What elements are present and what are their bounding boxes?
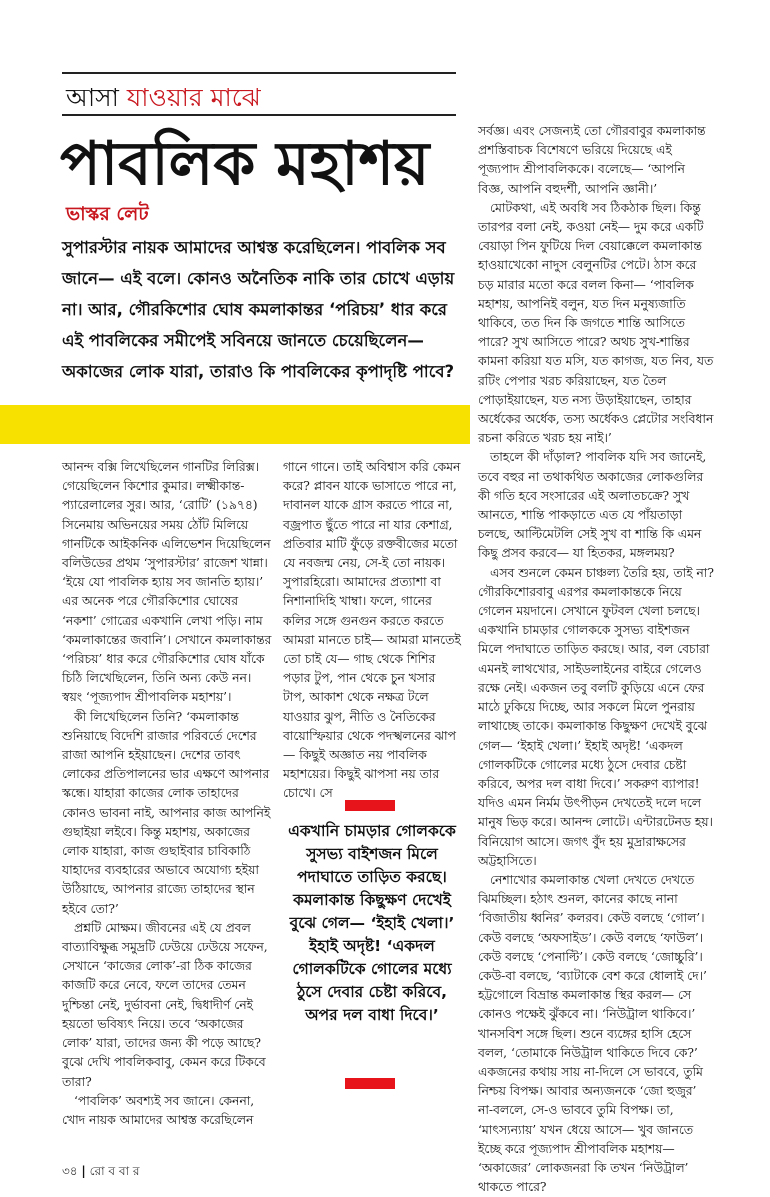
- col2-paragraph-1: গানে গানে। তাই অবিশ্বাস করি কেমন করে? প্লাবন যাকে ভাসাতে পারে না, দাবানল যাকে গ্রাস করতে পারে না, বজ্রপাত ছুঁতে পারে না যার কেশাগ্র, প্রতিবার মাটি ফুঁড়ে রক্তবীজের মতো যে নবজন্ম নেয়, সে-ই তো নায়ক। সুপারহিরো। আমাদের প্রত্যাশা বা নিশানাদিহি খাম্বা। ফলে, গানের কলির সঙ্গে গুনগুন করতে করতে আমরা মানতে চাই— আমরা মানতেই তো চাই যে— গাছ থেকে শিশির পড়ার টুপ, পান থেকে চুন খসার টাপ, আকাশ থেকে নক্ষত্র টলে যাওয়ার ঝুপ, নীতি ও নৈতিকের বায়োস্ফিয়ার থেকে পদস্খলনের ঝাপ— কিছুই অজ্ঞাত নয় পাবলিক মহাশয়ের। কিছুই ঝাপসা নয় তার চোখে। সে: [283, 460, 461, 801]
- kicker-underline: [62, 114, 456, 116]
- page-footer: [62, 1163, 139, 1183]
- article-headline: পাবলিক মহাশয়: [60, 129, 430, 199]
- intro-paragraph: [62, 232, 462, 387]
- body-column-2: [283, 458, 461, 801]
- pullquote-red-bar-top: [345, 800, 395, 811]
- footer-separator: |: [81, 1164, 86, 1178]
- kicker-part-2: যাওয়ার মাঝে: [126, 83, 261, 112]
- magazine-name: রো ব বা র: [89, 1164, 140, 1178]
- kicker-part-1: আসা: [66, 83, 119, 112]
- col3-paragraph-1: সর্বজ্ঞ। এবং সেজন্যই তো গৌরবাবুর কমলাকান্ত প্রশস্তিবাচক বিশেষণে ভরিয়ে দিয়েছে এই পূজ্যপাদ শ্রীপাবলিককে। বলেছে— ‘আপনি বিজ্ঞ, আপনি বহুদর্শী, আপনি জ্ঞানী।’: [478, 124, 706, 196]
- top-rule: [62, 72, 456, 74]
- highlight-bar: [0, 405, 470, 444]
- page-number: ৩৪: [62, 1164, 78, 1178]
- col1-paragraph-4: ‘পাবলিক’ অবশ্যই সব জানে। কেননা, খোদ নায়ক আমাদের আশ্বস্ত করেছিলেন: [62, 1093, 255, 1127]
- col3-paragraph-3: তাহলে কী দাঁড়াল? পাবলিক যদি সব জানেই, তবে বহুর না তথাকথিত অকাজের লোকগুলির কী গতি হবে সংসারের এই অলাতচক্রে? সুখ আনতে, শান্তি পাকড়াতে এত যে পাঁয়তাড়া চলছে, আল্টিমেটলি সেই সুখ বা শান্তি কি এমন কিছু প্রসব করবে— যা হিতকর, মঙ্গলময়?: [478, 450, 707, 561]
- pullquote-red-bar-end: [345, 1078, 395, 1089]
- col3-paragraph-2: মোটকথা, এই অবধি সব ঠিকঠাক ছিল। কিন্তু তারপর বলা নেই, কওয়া নেই— দুম করে একটি বেয়াড়া পিন ফুটিয়ে দিল বেয়াক্কেলে কমলাকান্ত হাওয়াখেকো নাদুস বেলুনটির পেটে। ঠাস করে চড় মারার মতো করে বলল কিনা— ‘পাবলিক মহাশয়, আপনিই বলুন, যত দিন মনুষ্যজাতি থাকিবে, তত দিন কি জগতে শান্তি আসিতে পারে? সুখ আসিতে পারে? অথচ সুখ-শান্তির কামনা করিয়া যত মসি, যত কাগজ, যত নিব, যত রটিং পেপার খরচ করিয়াছেন, যত তৈল পোড়াইয়াছেন, যত নস্য উড়াইয়াছেন, তাহার অর্ধেকের অর্ধেক, তস্য অর্ধেকও প্লেটোর সংবিধান রচনা করিতে খরচ হয় নাই।’: [478, 200, 714, 446]
- pull-quote: একখানি চামড়ার গোলককে সুসভ্য বাইশজন মিলে পদাঘাতে তাড়িত করছে। কমলাকান্ত কিছুক্ষণ দেখেই বুঝে গেল— ‘ইহাই খেলা।’ ইহাই অদৃষ্ট! ‘একদল গোলকটিকে গোলের মধ্যে ঠুসে দেবার চেষ্টা করিবে, অপর দল বাধা দিবে।’: [288, 822, 456, 1024]
- col1-paragraph-3: প্রশ্নটি মোক্ষম। জীবনের এই যে প্রবল বাত্যাবিক্ষুব্ধ সমুদ্রটি ঢেউয়ে ঢেউয়ে সফেন, সেখানে ‘কাজের লোক’-রা ঠিক কাজের কাজটি করে নেবে, ফলে তাদের তেমন দুশ্চিন্তা নেই, দুর্ভাবনা নেই, দ্বিধাদীর্ণ নেই হয়তো ভবিষ্যৎ নিয়ে। তবে ‘অকাজের লোক’ যারা, তাদের জন্য কী পড়ে আছে? বুঝে দেখি পাবলিকবাবু, কেমন করে টিকবে তারা?: [62, 920, 268, 1089]
- author-byline: ভাস্কর লেট: [66, 203, 149, 225]
- col3-paragraph-4: এসব শুনলে কেমন চাঞ্চল্য তৈরি হয়, তাই না? গৌরকিশোরবাবু এরপর কমলাকান্তকে নিয়ে গেলেন ময়দানে। সেখানে ফুটবল খেলা চলছে। একখানি চামড়ার গোলককে সুসভ্য বাইশজন মিলে পদাঘাতে তাড়িত করছে। আর, বল বেচারা এমনই লাথখোর, সাইডলাইনের বাইরে গেলেও রক্ষে নেই। একজন তবু বলটি কুড়িয়ে এনে ফের মাঠে ঢুকিয়ে দিচ্ছে, আর সকলে মিলে পুনরায় লাথাচ্ছে তাকে। কমলাকান্ত কিছুক্ষণ দেখেই বুঝে গেল— ‘ইহাই খেলা।’ ইহাই অদৃষ্ট! ‘একদল গোলকটিকে গোলের মধ্যে ঠুসে দেবার চেষ্টা করিবে, অপর দল বাধা দিবে।’ সকরুণ ব্যাপার! যদিও এমন নির্মম উৎপীড়ন দেখতেই দলে দলে মানুষ ভিড় করে। আনন্দ লোটে। এন্টারটেনড হয়। বিনিয়োগ আসে। জগৎ বুঁদ হয় মুদ্রারাক্ষসের অট্টহাসিতে।: [478, 565, 714, 868]
- body-column-1: [62, 458, 274, 1127]
- body-column-3: [478, 122, 714, 1195]
- col1-paragraph-1: আনন্দ বক্সি লিখেছিলেন গানটির লিরিক্স। গেয়েছিলেন কিশোর কুমার। লক্ষ্মীকান্ত-প্যারেলালের সুর। আর, ‘রোটি’ (১৯৭৪) সিনেমায় অভিনয়ের সময় ঠোঁট মিলিয়ে গানটিকে আইকনিক এলিভেশন দিয়েছিলেন বলিউডের প্রথম ‘সুপারস্টার’ রাজেশ খান্না। ‘ইয়ে যো পাবলিক হ্যায় সব জানতি হ্যায়।’ এর অনেক পরে গৌরকিশোর ঘোষের ‘নকশা’ গোত্রের একখানি লেখা পড়ি। নাম ‘কমলাকান্তের জবানি’। সেখানে কমলাকান্তর ‘পরিচয়’ ধার করে গৌরকিশোর ঘোষ যাঁকে চিঠি লিখেছিলেন, তিনি অন্য কেউ নন। স্বয়ং ‘পূজ্যপাদ শ্রীপাবলিক মহাশয়’।: [62, 460, 272, 705]
- col1-paragraph-2: কী লিখেছিলেন তিনি? ‘কমলাকান্ত শুনিয়াছে বিদেশি রাজার পরিবর্তে দেশের রাজা আপনি হইয়াছেন। দেশের তাবৎ লোকের প্রতিপালনের ভার এক্ষণে আপনার স্কন্ধে। যাহারা কাজের লোক তাহাদের কোনও ভাবনা নাই, আপনার কাজ আপনিই গুছাইয়া লইবে। কিন্তু মহাশয়, অকাজের লোক যাহারা, কাজ গুছাইবার চাবিকাঠি যাহাদের ব্যবহারের অভাবে অযোগ্য হইয়া উঠিয়াছে, আপনার রাজ্যে তাহাদের স্থান হইবে তো?’: [62, 709, 271, 916]
- col3-paragraph-5: নেশাখোর কমলাকান্ত খেলা দেখতে দেখতে ঝিমচ্ছিল। হঠাৎ শুনল, কানের কাছে নানা ‘বিজাতীয় ধ্বনির’ কলরব। কেউ বলছে ‘গোল’। কেউ বলছে ‘অফসাইড’। কেউ বলছে ‘ফাউল’। কেউ বলছে ‘পেনাল্টি’। কেউ বলছে ‘জোচ্চুরি’। কেউ-বা বলছে, ‘ব্যাটাকে বেশ করে ধোলাই দে।’ হট্টগোলে বিভ্রান্ত কমলাকান্ত স্থির করল— সে কোনও পক্ষেই ঝুঁকবে না। ‘নিউট্রাল থাকিবে।’ খানসবিশ সঙ্গে ছিল। শুনে ব্যঙ্গের হাসি হেসে বলল, ‘তোমাকে নিউট্রাল থাকিতে দিবে কে?’ একজনের কথায় সায় না-দিলে সে ভাববে, তুমি নিশ্চয় বিপক্ষ। আবার অন্যজনকে ‘জো হুজুর’ না-বললে, সে-ও ভাববে তুমি বিপক্ষ। তা, ‘মাৎস্যন্যায়’ যখন ধেয়ে আসে— খুব জানতে ইচ্ছে করে পূজ্যপাদ শ্রীপাবলিক মহাশয়— ‘অকাজের’ লোকজনরা কি তখন ‘নিউট্রাল’ থাকতে পারে?: [478, 872, 707, 1195]
- intro-text: সুপারস্টার নায়ক আমাদের আশ্বস্ত করেছিলেন। পাবলিক সব জানে— এই বলে। কোনও অনৈতিক নাকি তার চোখে এড়ায় না। আর, গৌরকিশোর ঘোষ কমলাকান্তর ‘পরিচয়’ ধার করে এই পাবলিকের সমীপেই সবিনয়ে জানতে চেয়েছিলেন— অকাজের লোক যারা, তারাও কি পাবলিকের কৃপাদৃষ্টি পাবে?: [62, 238, 455, 381]
